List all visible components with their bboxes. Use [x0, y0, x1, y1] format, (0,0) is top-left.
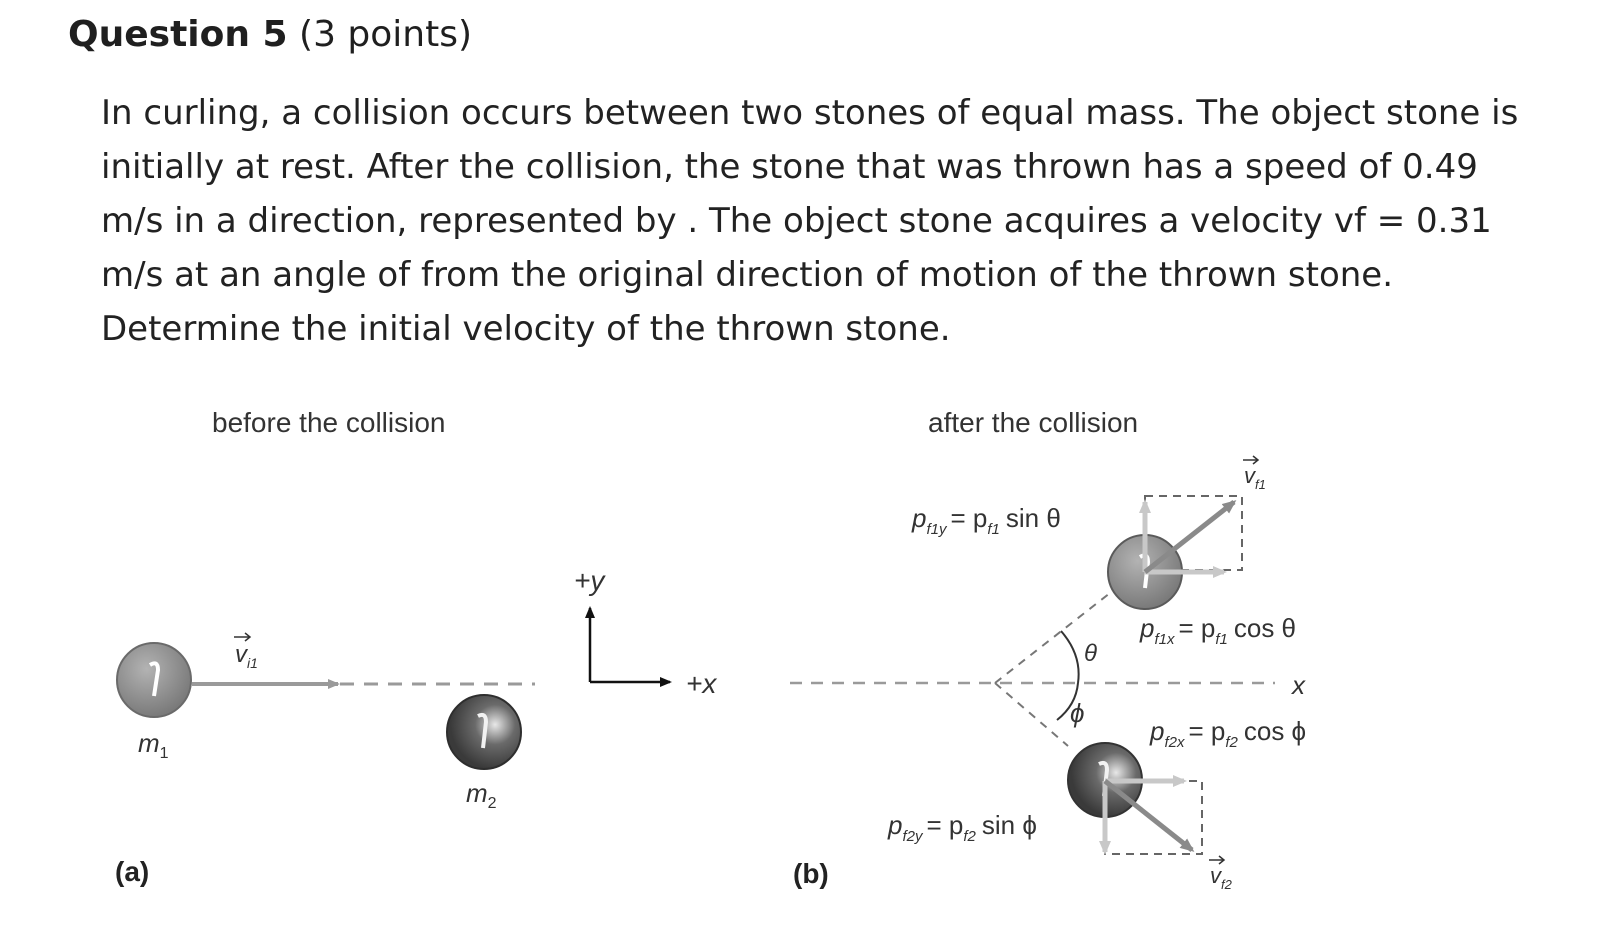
vi1-label: $v_{i1}$	[235, 641, 258, 671]
phi-label: ϕ	[1070, 698, 1085, 728]
question-body: In curling, a collision occurs between two stones of equal mass. The object stone is initially at rest. After the collision, the stone that was thrown has a speed of 0.49 m/s in a direction, represented by . The object stone acquires a velocity vf = 0.31 m/s at an angle of from the original direction of motion of the thrown stone. Determine the initial velocity of the thrown stone.	[101, 93, 1519, 349]
axes	[590, 608, 670, 682]
y-axis-label: +y	[574, 565, 605, 596]
vi1-vector-mark	[234, 633, 250, 641]
stone-m1	[117, 643, 191, 717]
stone-m2	[447, 695, 521, 769]
part-b-label: (b)	[793, 858, 829, 889]
p-f1x-equation: $p_{f1x} = p_{f1}$ cos θ	[1140, 613, 1297, 648]
part-a-label: (a)	[115, 856, 150, 887]
x-axis-b-label: x	[1292, 670, 1305, 700]
m1-label: $m_1$	[138, 728, 169, 762]
question-points: (3 points)	[299, 14, 473, 55]
p-f1y-equation: $p_{f1y} = p_{f1}$ sin θ	[912, 503, 1061, 538]
trajectory-stone2	[995, 683, 1068, 746]
question-title: Question 5	[68, 14, 288, 55]
theta-label: θ	[1084, 640, 1098, 667]
theta-arc	[1061, 631, 1079, 683]
p-f2y-equation: $p_{f2y} = p_{f2}$ sin ϕ	[888, 810, 1037, 845]
x-axis-label: +x	[686, 668, 717, 699]
trajectory-stone1	[995, 593, 1110, 683]
before-collision-heading: before the collision	[212, 407, 446, 438]
stone-1-after	[1108, 496, 1242, 609]
stone-2-after	[1068, 743, 1202, 854]
m2-label: $m_2$	[466, 778, 497, 812]
vf1-label: $v_{f1}$	[1244, 463, 1266, 492]
p-f2x-equation: $p_{f2x} = p_{f2}$ cos ϕ	[1150, 716, 1307, 751]
after-collision-heading: after the collision	[928, 407, 1139, 438]
vf2-label: $v_{f2}$	[1210, 863, 1232, 892]
